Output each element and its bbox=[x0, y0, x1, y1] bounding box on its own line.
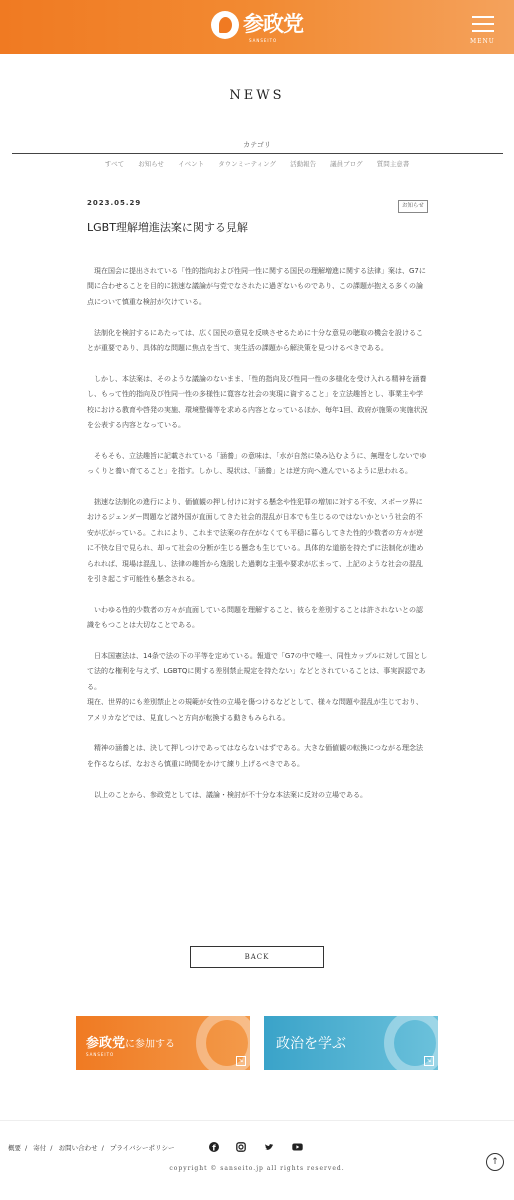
category-divider bbox=[12, 153, 503, 154]
footer-links: 概要 / 寄付 / お問い合わせ / プライバシーポリシー bbox=[8, 1144, 175, 1152]
tab-all[interactable]: すべて bbox=[104, 160, 125, 168]
page-title: NEWS bbox=[229, 88, 285, 103]
back-button[interactable]: BACK bbox=[190, 946, 324, 968]
copyright-text: copyright © sanseito.jp all rights reserved. bbox=[169, 1165, 345, 1172]
article-date: 2023.05.29 bbox=[87, 199, 142, 207]
tab-notice[interactable]: お知らせ bbox=[138, 160, 164, 168]
menu-label: MENU bbox=[470, 38, 495, 45]
instagram-icon[interactable] bbox=[236, 1142, 246, 1152]
learn-banner[interactable] bbox=[264, 1016, 438, 1070]
tab-town-meeting[interactable]: タウンミーティング bbox=[218, 160, 277, 168]
article-paragraph: いわゆる性的少数者の方々が直面している問題を理解すること、彼らを差別することは許されないとの認識をもつことは大切なことである。 bbox=[87, 605, 423, 630]
article-paragraph: 精神の涵養とは、決して押しつけであってはならないはずである。大きな価値観の転換につながる理念法を作るならば、なおさら慎重に時間をかけて練り上げるべきである。 bbox=[87, 744, 423, 768]
site-logo[interactable] bbox=[211, 9, 311, 45]
logo-subtext: SANSEITO bbox=[249, 38, 278, 43]
footer-link-privacy[interactable]: プライバシーポリシー bbox=[109, 1144, 175, 1152]
article-paragraph: 拙速な法制化の進行により、価値観の押し付けに対する懸念や性犯罪の増加に対する不安、スポーツ界におけるジェンダー問題など諸外国が直面してきた社会的混乱が日本でも生じるのではないかという社会的不安が広がっている。これにより、これまで法案の存在がなくても平穏に暮らしてきた性的少数者の方々が逆に不快な目で見られ、却って社会の分断が生じる懸念も生じている。具体的な道筋を持たずに法制化が進められれば、現場は混乱し、法律の趣旨から逸脱した過剰な主張や要求が広まって、上記のような社会の混乱を引き起こす可能性も懸念される。 bbox=[87, 498, 424, 584]
logo-text: 参政党 bbox=[243, 12, 303, 36]
join-banner-sub: SANSEITO bbox=[86, 1052, 115, 1057]
tab-activity-report[interactable]: 活動報告 bbox=[290, 160, 317, 168]
article-paragraph: 現在、世界的にも差別禁止との規範が女性の立場を傷つけるなどとして、様々な問題や混乱が生じており、アメリカなどでは、見直しへと方向が転換する動きもみられる。 bbox=[87, 698, 423, 722]
category-badge[interactable]: お知らせ bbox=[398, 200, 428, 213]
article-body bbox=[87, 264, 429, 818]
footer-link-contact[interactable]: お問い合わせ bbox=[58, 1144, 98, 1152]
article-paragraph: しかし、本法案は、そのような議論のないまま、「性的指向及び性同一性の多様化を受け入れる精神を涵養し、もって性的指向及び性同一性の多様性に寛容な社会の実現に資すること」を立法趣旨とし、事業主や学校における教育や啓発の実施、環境整備等を求める内容となっているほか、毎年1回、政府が施策の実施状況を公表する内容となっている。 bbox=[87, 374, 428, 430]
footer-link-about[interactable]: 概要 bbox=[8, 1144, 21, 1152]
footer-link-donate[interactable]: 寄付 bbox=[33, 1144, 47, 1152]
hamburger-icon bbox=[472, 16, 494, 18]
facebook-icon[interactable] bbox=[209, 1142, 219, 1152]
menu-button[interactable] bbox=[472, 16, 496, 48]
footer-divider bbox=[0, 1120, 514, 1121]
category-label: カテゴリ bbox=[243, 141, 271, 149]
external-link-icon: ↘ bbox=[424, 1056, 434, 1066]
twitter-icon[interactable] bbox=[264, 1142, 274, 1152]
tab-member-blog[interactable]: 議員ブログ bbox=[330, 160, 363, 168]
svg-text:f: f bbox=[212, 1143, 216, 1152]
join-banner[interactable] bbox=[76, 1016, 250, 1070]
youtube-icon[interactable] bbox=[292, 1142, 302, 1152]
article-paragraph: 現在国会に提出されている「性的指向および性同一性に関する国民の理解増進に関する法律」案は、G7に間に合わせることを目的に拙速な議論が与党でなされたに過ぎないものであり、この課題が抱える多くの論点について慎重な検討が欠けている。 bbox=[87, 267, 426, 306]
tab-event[interactable]: イベント bbox=[178, 160, 205, 168]
article-paragraph: 法制化を検討するにあたっては、広く国民の意見を反映させるために十分な意見の聴取の機会を設けることが重要であり、具体的な問題に焦点を当て、実生活の課題から解決策を見つけるべきである。 bbox=[87, 328, 423, 353]
arrow-up-icon: ↑ bbox=[491, 1157, 499, 1167]
article-title: LGBT理解増進法案に関する見解 bbox=[87, 221, 248, 234]
party-emblem-icon bbox=[211, 11, 239, 39]
article-paragraph: 日本国憲法は、14条で法の下の平等を定めている。報道で「G7の中で唯一、同性カップルに対して国として法的な権利を与えず、LGBTQに関する差別禁止規定を持たない」などとされていることは、事実誤認である。 bbox=[87, 652, 428, 691]
learn-banner-title: 政治を学ぶ bbox=[276, 1036, 346, 1052]
tab-questions[interactable]: 質問主意書 bbox=[376, 160, 410, 168]
join-banner-title: 参政党に参加する bbox=[86, 1036, 176, 1051]
site-header bbox=[0, 0, 514, 54]
article-paragraph: そもそも、立法趣旨に記載されている「涵養」の意味は、「水が自然に染み込むように、無理をしないでゆっくりと養い育てること」を指す。しかし、現状は、「涵養」とは逆方向へ進んでいるように思われる。 bbox=[87, 451, 427, 476]
category-tabs bbox=[0, 159, 514, 168]
scroll-to-top-button[interactable] bbox=[486, 1153, 504, 1171]
external-link-icon: ↘ bbox=[236, 1056, 246, 1066]
article-paragraph: 以上のことから、参政党としては、議論・検討が不十分な本法案に反対の立場である。 bbox=[94, 790, 367, 799]
